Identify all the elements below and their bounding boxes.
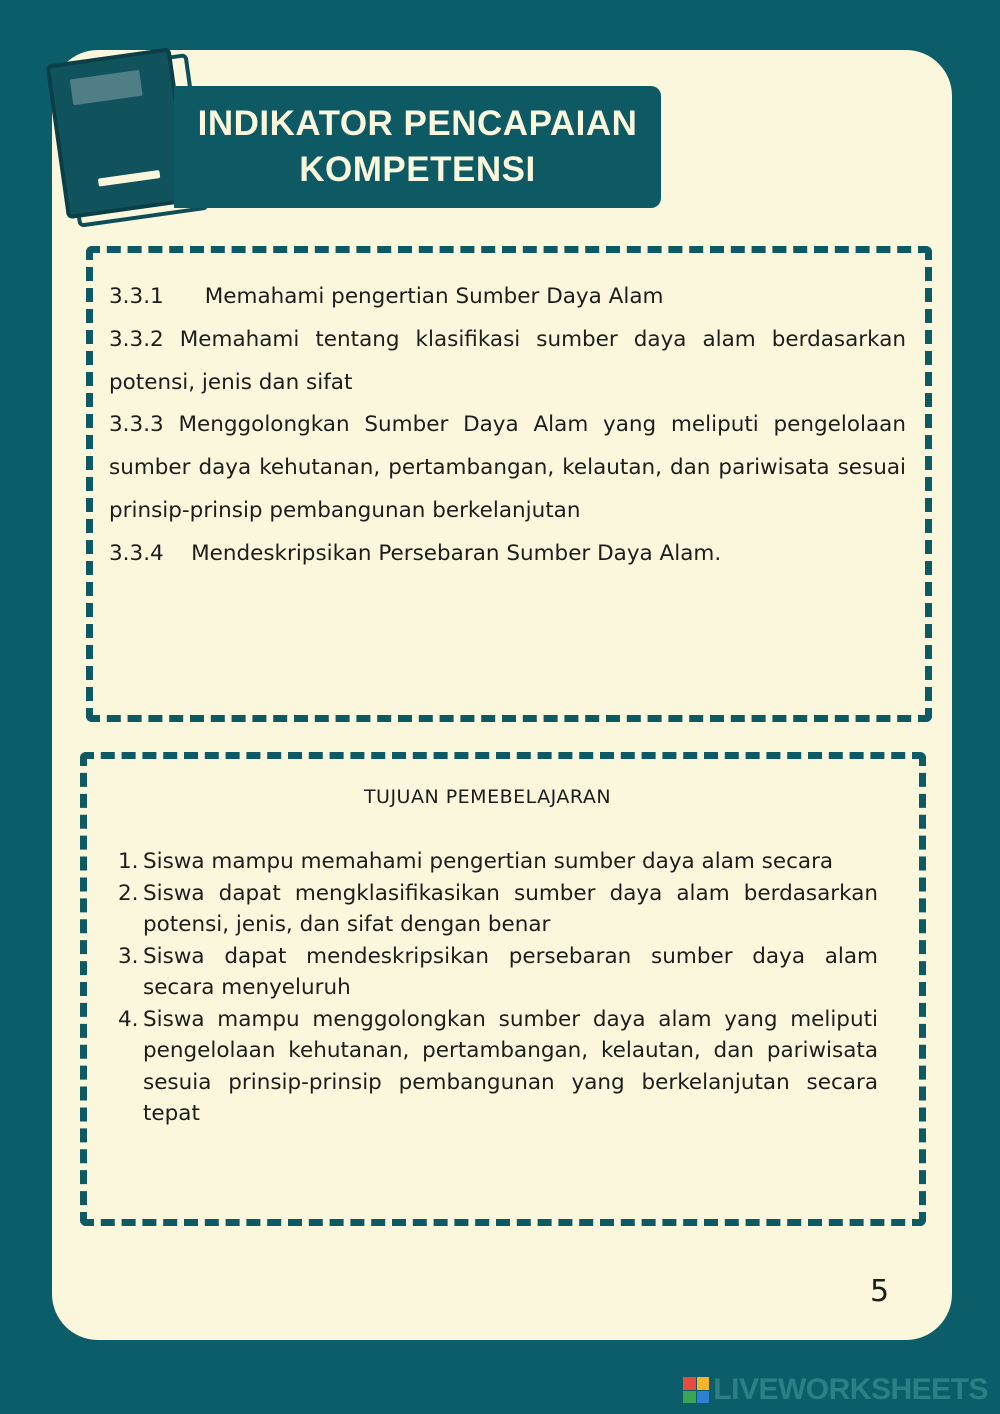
page-title bbox=[174, 86, 661, 208]
objective-number: 4. bbox=[118, 1006, 139, 1032]
indicator-code: 3.3.4 bbox=[109, 540, 164, 566]
indicator-code: 3.3.3 bbox=[109, 412, 164, 438]
logo-square bbox=[697, 1391, 710, 1404]
objective-item bbox=[118, 878, 878, 941]
objective-text: Siswa mampu memahami pengertian sumber daya alam secara bbox=[143, 849, 834, 874]
liveworksheets-logo-icon bbox=[683, 1377, 709, 1403]
indicator-code: 3.3.1 bbox=[109, 284, 164, 309]
objective-number: 3. bbox=[118, 943, 139, 969]
indicator-text: Mendeskripsikan Persebaran Sumber Daya Alam. bbox=[191, 540, 722, 566]
brand-watermark[interactable] bbox=[683, 1372, 988, 1408]
indicator-item bbox=[109, 533, 906, 576]
indicator-item bbox=[109, 319, 906, 405]
objective-text: Siswa dapat mengklasifikasikan sumber daya alam berdasarkan potensi, jenis, dan sifat dengan benar bbox=[143, 880, 878, 937]
objective-text: Siswa mampu menggolongkan sumber daya alam yang meliputi pengelolaan kehutanan, pertambangan, kelautan, dan pariwisata sesuia prinsip-prinsip pembangunan yang berkelanjutan secara tepat bbox=[143, 1006, 878, 1126]
objective-item bbox=[118, 846, 878, 878]
objective-item bbox=[118, 941, 878, 1004]
indicator-text: Memahami pengertian Sumber Daya Alam bbox=[204, 284, 664, 309]
indicator-list bbox=[109, 276, 906, 576]
page-title-line-1: INDIKATOR PENCAPAIAN bbox=[197, 104, 638, 143]
objectives-list bbox=[118, 846, 878, 1130]
indicator-text: Memahami tentang klasifikasi sumber daya alam berdasarkan potensi, jenis dan sifat bbox=[109, 326, 906, 395]
brand-name: LIVEWORKSHEETS bbox=[713, 1373, 988, 1406]
objective-number: 2. bbox=[118, 880, 139, 906]
objectives-heading: TUJUAN PEMEBELAJARAN bbox=[363, 786, 612, 808]
objective-text: Siswa dapat mendeskripsikan persebaran sumber daya alam secara menyeluruh bbox=[143, 943, 878, 1000]
indicator-text: Menggolongkan Sumber Daya Alam yang meliputi pengelolaan sumber daya kehutanan, pertambangan, kelautan, dan pariwisata sesuai prinsip-prinsip pembangunan berkelanjutan bbox=[109, 412, 906, 523]
logo-square bbox=[683, 1377, 696, 1390]
indicator-code: 3.3.2 bbox=[109, 326, 164, 352]
logo-square bbox=[697, 1377, 710, 1390]
indicator-item bbox=[109, 404, 906, 532]
logo-square bbox=[683, 1391, 696, 1404]
page-number: 5 bbox=[870, 1274, 890, 1309]
objective-number: 1. bbox=[118, 849, 139, 874]
page-title-line-2: KOMPETENSI bbox=[299, 150, 536, 189]
indicator-item bbox=[109, 276, 906, 319]
objective-item bbox=[118, 1004, 878, 1130]
